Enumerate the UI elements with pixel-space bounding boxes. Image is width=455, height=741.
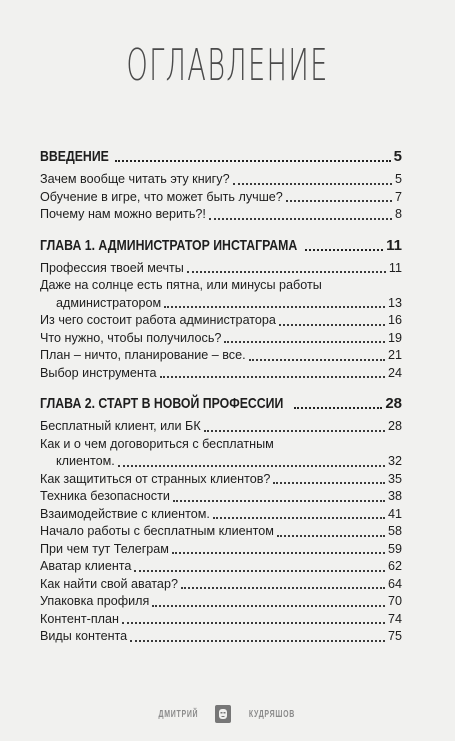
- section-heading-label: ГЛАВА 2. СТАРТ В НОВОЙ ПРОФЕССИИ: [40, 395, 284, 412]
- page-number: 32: [387, 454, 402, 468]
- entry-label: Из чего состоит работа администратора: [40, 313, 276, 327]
- entry-label: Как найти свой аватар?: [40, 576, 178, 591]
- page-number: 19: [387, 330, 402, 345]
- dot-leader: [286, 200, 392, 202]
- dot-leader: [273, 482, 385, 484]
- toc-entry[interactable]: [40, 365, 402, 383]
- toc-entry[interactable]: [40, 523, 402, 541]
- dot-leader: [233, 183, 392, 185]
- page-number: 38: [387, 489, 402, 503]
- dot-leader: [134, 570, 385, 572]
- page-number: 59: [387, 541, 402, 556]
- dot-leader: [172, 552, 385, 554]
- author-last-name: КУДРЯШОВ: [248, 708, 295, 720]
- page-number: 24: [387, 365, 402, 380]
- page-title: ОГЛАВЛЕНИЕ: [126, 40, 329, 91]
- entry-label: Выбор инструмента: [40, 365, 157, 380]
- entry-label: План – ничто, планирование – все.: [40, 348, 246, 362]
- section-heading-chapter-1[interactable]: [40, 236, 402, 256]
- toc-entry[interactable]: [40, 171, 402, 189]
- toc-entry-multiline[interactable]: [40, 436, 402, 471]
- toc-entry[interactable]: [40, 558, 402, 576]
- page-number: 74: [387, 611, 402, 626]
- page-number: 28: [387, 419, 402, 433]
- page-number: 62: [387, 559, 402, 573]
- entry-label: Аватар клиента: [40, 559, 132, 573]
- section-heading-label: ГЛАВА 1. АДМИНИСТРАТОР ИНСТАГРАМА: [40, 236, 298, 254]
- page-number: 28: [385, 395, 402, 412]
- entry-label: Зачем вообще читать эту книгу?: [40, 172, 230, 186]
- entry-label: Почему нам можно верить?!: [40, 207, 206, 221]
- toc-entry[interactable]: [40, 471, 402, 489]
- toc-entry[interactable]: [40, 576, 402, 594]
- toc-entry[interactable]: [40, 312, 402, 330]
- toc-entry[interactable]: [40, 206, 402, 224]
- toc-entry-multiline[interactable]: [40, 277, 402, 312]
- page-number: 11: [388, 260, 402, 275]
- section-heading-label: ВВЕДЕНИЕ: [40, 148, 109, 165]
- page-number: 5: [393, 148, 402, 165]
- page-number: 21: [387, 348, 402, 362]
- toc-entry[interactable]: [40, 628, 402, 646]
- dot-leader: [118, 465, 385, 467]
- toc-entry[interactable]: [40, 611, 402, 629]
- entry-label-line-1: Даже на солнце есть пятна, или минусы работы: [40, 278, 322, 292]
- entry-label: Техника безопасности: [40, 489, 170, 503]
- page-number: 58: [387, 524, 402, 538]
- entry-label: Упаковка профиля: [40, 594, 150, 608]
- dot-leader: [115, 160, 391, 162]
- entry-label: Контент-план: [40, 611, 119, 626]
- dot-leader: [294, 407, 383, 409]
- entry-label: При чем тут Телеграм: [40, 541, 169, 556]
- dot-leader: [164, 306, 385, 308]
- dot-leader: [224, 341, 385, 343]
- dot-leader: [152, 605, 385, 607]
- dot-leader: [279, 324, 385, 326]
- dot-leader: [213, 517, 385, 519]
- dot-leader: [204, 430, 385, 432]
- toc-entry[interactable]: [40, 593, 402, 611]
- dot-leader: [249, 359, 385, 361]
- page-number: 64: [387, 576, 402, 591]
- page-footer: [0, 703, 455, 725]
- toc-entry[interactable]: [40, 189, 402, 207]
- author-first-name: ДМИТРИЙ: [158, 708, 199, 720]
- table-of-contents: [40, 147, 402, 646]
- toc-entry[interactable]: [40, 347, 402, 365]
- dot-leader: [130, 640, 385, 642]
- dot-leader: [305, 249, 383, 251]
- face-logo-icon: [215, 705, 231, 723]
- entry-label-line-2: администратором: [56, 295, 162, 310]
- entry-label: Профессия твоей мечты: [40, 260, 184, 275]
- toc-entry[interactable]: [40, 260, 402, 278]
- page-number: 7: [394, 189, 402, 204]
- entry-label: Что нужно, чтобы получилось?: [40, 330, 222, 345]
- page-number: 8: [394, 207, 402, 221]
- dot-leader: [122, 622, 385, 624]
- page-number: 35: [387, 471, 402, 486]
- dot-leader: [181, 587, 385, 589]
- page-number: 75: [387, 629, 402, 643]
- section-heading-chapter-2[interactable]: [40, 394, 402, 414]
- dot-leader: [187, 271, 386, 273]
- page-number: 16: [387, 313, 402, 327]
- page-number: 41: [387, 506, 402, 521]
- toc-entry[interactable]: [40, 506, 402, 524]
- entry-label: Бесплатный клиент, или БК: [40, 419, 201, 433]
- page-number: 5: [394, 172, 402, 186]
- dot-leader: [173, 500, 385, 502]
- dot-leader: [160, 376, 385, 378]
- entry-label-line-1: Как и о чем договориться с бесплатным: [40, 436, 274, 451]
- entry-label: Начало работы с бесплатным клиентом: [40, 524, 274, 538]
- entry-label: Как защититься от странных клиентов?: [40, 471, 271, 486]
- entry-label-line-2: клиентом.: [56, 454, 115, 468]
- toc-entry[interactable]: [40, 330, 402, 348]
- section-heading-intro[interactable]: [40, 147, 402, 167]
- entry-label: Виды контента: [40, 629, 128, 643]
- dot-leader: [277, 535, 385, 537]
- toc-entry[interactable]: [40, 541, 402, 559]
- entry-label: Взаимодействие с клиентом.: [40, 506, 210, 521]
- page-number: 70: [387, 594, 402, 608]
- toc-entry[interactable]: [40, 418, 402, 436]
- page-number: 11: [386, 236, 402, 254]
- entry-label: Обучение в игре, что может быть лучше?: [40, 189, 283, 204]
- dot-leader: [209, 218, 392, 220]
- page-number: 13: [387, 295, 402, 310]
- toc-entry[interactable]: [40, 488, 402, 506]
